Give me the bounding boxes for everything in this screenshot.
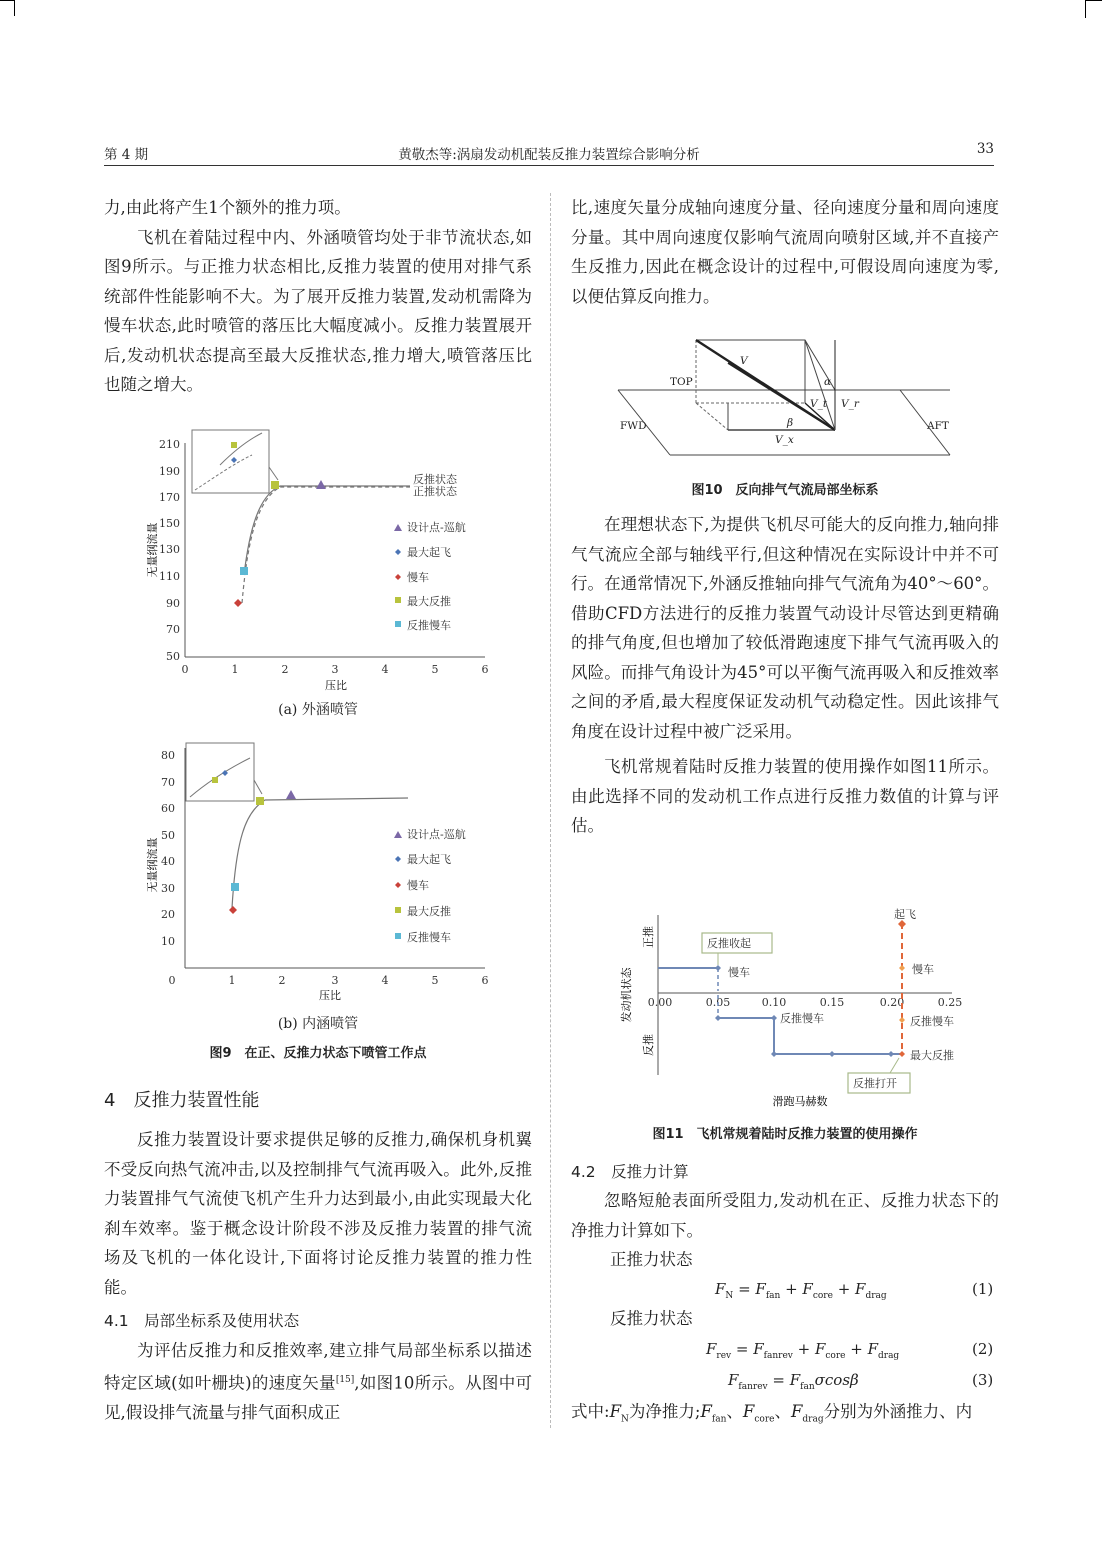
y-tick: 90 (166, 597, 180, 610)
equation-3-number: (3) (972, 1371, 994, 1389)
x-tick: 0.25 (937, 996, 963, 1009)
figure-11-chart (610, 895, 980, 1115)
y-label-reverse: 反推 (642, 1034, 655, 1056)
x-tick: 3 (331, 974, 339, 987)
y-tick: 50 (161, 829, 175, 842)
crop-mark (14, 0, 15, 16)
y-label-forward: 正推 (642, 926, 655, 948)
paragraph: 反推力装置设计要求提供足够的反推力,确保机身机翼不受反向热气流冲击,以及控制排气气流再吸入。此外,反推力装置排气气流使飞机产生升力达到最小,由此实现最大化刹车效率。鉴于概念设计阶段不涉及反推力装置的排气流场及飞机的一体化设计,下面将讨论反推力装置的推力性能。 (104, 1130, 532, 1297)
legend-item: 反推慢车 (407, 931, 451, 944)
y-axis-label: 无量纲流量 (146, 522, 159, 578)
y-tick: 130 (159, 543, 180, 556)
equation-1-number: (1) (972, 1280, 994, 1298)
y-tick: 40 (161, 855, 175, 868)
right-body-2 (571, 510, 999, 841)
paragraph (104, 1336, 532, 1427)
legend (394, 827, 466, 944)
inset-max-reverse-marker (231, 442, 237, 448)
x-tick: 0.15 (819, 996, 845, 1009)
forward-state-label: 正推状态 (413, 485, 457, 498)
x-tick: 0 (168, 974, 176, 987)
legend-item: 设计点-巡航 (407, 521, 466, 534)
figure-9b-subcaption: (b) 内涵喷管 (277, 1016, 359, 1032)
label-stow: 反推收起 (707, 937, 751, 950)
label-takeoff: 起飞 (894, 908, 916, 921)
max-reverse-marker (271, 481, 279, 489)
y-tick: 150 (159, 517, 180, 530)
figure-9b-chart (140, 740, 520, 1020)
idle-marker (234, 599, 242, 607)
legend-item: 反推慢车 (407, 619, 451, 632)
y-tick: 210 (159, 438, 180, 451)
x-tick: 2 (278, 974, 286, 987)
x-tick: 5 (431, 974, 439, 987)
design-cruise-marker (316, 480, 326, 489)
right-column (571, 193, 999, 311)
y-tick: 110 (159, 570, 180, 583)
section-4-1-body (104, 1336, 532, 1427)
x-tick: 0.05 (705, 996, 731, 1009)
y-axis-label: 无量纲流量 (146, 837, 159, 893)
x-tick: 2 (281, 663, 289, 676)
operating-curve (232, 798, 408, 908)
paragraph: 忽略短舱表面所受阻力,发动机在正、反推力状态下的净推力计算如下。 (571, 1191, 999, 1240)
paragraph: 比,速度矢量分成轴向速度分量、径向速度分量和周向速度分量。其中周向速度仅影响气流周向喷射区域,并不直接产生反推力,因此在概念设计的过程中,可假设周向速度为零,以便估算反向推力。 (571, 198, 999, 306)
x-tick: 4 (381, 974, 389, 987)
y-axis-label: 发动机状态 (620, 967, 633, 1023)
legend-item: 最大反推 (407, 905, 451, 918)
paragraph-text: ,如图10所示。从图中可见,假设排气流量与排气面积成正 (104, 1373, 532, 1422)
x-tick: 1 (228, 974, 236, 987)
y-tick: 80 (161, 749, 175, 762)
x-tick: 4 (381, 663, 389, 676)
y-tick: 70 (166, 623, 180, 636)
label-vr: V_r (841, 398, 859, 410)
x-tick: 3 (331, 663, 339, 676)
x-tick: 6 (481, 663, 489, 676)
crop-mark (1085, 0, 1086, 18)
idle-marker (229, 906, 237, 914)
x-tick: 1 (231, 663, 239, 676)
equation-2-number: (2) (972, 1340, 994, 1358)
legend-item: 最大反推 (407, 595, 451, 608)
label-reverse-idle: 反推慢车 (780, 1012, 824, 1025)
equation-definitions: 式中$:F_N$为净推力$;F_{fan}$、$F_{core}$、$F_{drag}$分别为外涵推力、内 (571, 1402, 973, 1425)
y-tick: 30 (161, 882, 175, 895)
forward-thrust-label: 正推力状态 (610, 1250, 693, 1269)
x-tick: 0.10 (761, 996, 787, 1009)
crop-mark (0, 0, 14, 1)
paragraph: 飞机在着陆过程中内、外涵喷管均处于非节流状态,如图9所示。与正推力状态相比,反推力装置的使用对排气系统部件性能影响不大。为了展开反推力装置,发动机需降为慢车状态,此时喷管的落压比大幅度减小。反推力装置展开后,发动机状态提高至最大反推状态,推力增大,喷管落压比也随之增大。 (104, 227, 532, 394)
equation-3: $F_{fanrev} = F_{fan}\sigma\cos\beta$ (728, 1371, 859, 1392)
label-idle: 慢车 (728, 966, 750, 979)
paragraph: 飞机常规着陆时反推力装置的使用操作如图11所示。由此选择不同的发动机工作点进行反推力数值的计算与评估。 (571, 757, 999, 835)
x-tick: 6 (481, 974, 489, 987)
equation-1: $F_N = F_{fan} + F_{core} + F_{drag}$ (715, 1280, 887, 1301)
section-4-2-title: 4.2 反推力计算 (571, 1163, 689, 1181)
equation-2: $F_{rev} = F_{fanrev} + F_{core} + F_{drag}$ (706, 1340, 900, 1361)
reverse-idle-marker (240, 567, 248, 575)
design-cruise-marker (286, 790, 296, 799)
legend-item: 最大起飞 (407, 546, 451, 559)
x-axis-label: 压比 (319, 989, 341, 1002)
x-tick: 5 (431, 663, 439, 676)
section-4-1-title: 4.1 局部坐标系及使用状态 (104, 1312, 300, 1330)
reverse-thrust-label: 反推力状态 (610, 1309, 693, 1328)
citation-ref: [15] (335, 1374, 355, 1385)
figure-9-caption: 图9 在正、反推力状态下喷管工作点 (209, 1046, 427, 1061)
forward-curve (244, 486, 410, 575)
label-vt: V_t (810, 398, 828, 410)
x-tick: 0.20 (879, 996, 905, 1009)
legend-item: 慢车 (407, 571, 429, 584)
legend-item: 慢车 (407, 879, 429, 892)
legend-item: 设计点-巡航 (407, 828, 466, 841)
y-tick: 70 (161, 776, 175, 789)
issue-number: 第 4 期 (104, 147, 149, 163)
inset-max-reverse-marker (212, 777, 218, 783)
reverse-state-label: 反推状态 (413, 473, 457, 486)
figure-10-caption: 图10 反向排气气流局部坐标系 (691, 483, 879, 498)
figure-9a-chart (140, 425, 520, 725)
reverse-idle-marker (231, 883, 239, 891)
x-tick: 0 (181, 663, 189, 676)
label-deploy: 反推打开 (853, 1077, 897, 1090)
y-tick: 50 (166, 650, 180, 663)
label-beta: β (787, 417, 794, 429)
paragraph-text: 为评估反推力和反推效率,建立排气局部坐标系以描述特定区域(如叶栅块)的速度矢量 (104, 1341, 532, 1392)
label-fwd: FWD (620, 420, 647, 432)
label-vx: V_x (775, 434, 794, 446)
page-number: 33 (976, 141, 994, 157)
label-alpha: α (824, 376, 832, 388)
y-tick: 60 (161, 802, 175, 815)
running-title: 黄敬杰等:涡扇发动机配装反推力装置综合影响分析 (398, 147, 700, 163)
x-tick: 0.00 (647, 996, 673, 1009)
legend (394, 520, 466, 632)
label-idle: 慢车 (912, 963, 934, 976)
section-4-body (104, 1125, 532, 1302)
figure-9a-subcaption: (a) 外涵喷管 (278, 702, 358, 718)
figure-10-diagram (610, 335, 960, 465)
y-tick: 10 (161, 935, 175, 948)
inset-box (192, 430, 269, 493)
y-tick: 20 (161, 908, 175, 921)
label-top: TOP (670, 376, 693, 388)
reverse-curve (242, 487, 410, 603)
label-v: V (740, 355, 748, 367)
left-column (104, 193, 532, 400)
paragraph: 力,由此将产生1个额外的推力项。 (104, 198, 351, 217)
x-axis-label: 压比 (325, 679, 347, 692)
crop-mark (1085, 0, 1102, 1)
y-tick: 170 (159, 491, 180, 504)
y-tick: 190 (159, 465, 180, 478)
label-reverse-idle: 反推慢车 (910, 1015, 954, 1028)
running-header (104, 141, 994, 166)
label-max-reverse: 最大反推 (910, 1049, 954, 1062)
figure-11-caption: 图11 飞机常规着陆时反推力装置的使用操作 (652, 1127, 918, 1142)
section-4-2-body (571, 1186, 999, 1245)
label-aft: AFT (927, 420, 949, 432)
legend-item: 最大起飞 (407, 853, 451, 866)
section-4-title: 4 反推力装置性能 (104, 1090, 260, 1111)
paragraph: 在理想状态下,为提供飞机尽可能大的反向推力,轴向排气气流应全部与轴线平行,但这种情况在实际设计中并不可行。在通常情况下,外涵反推轴向排气气流角为40°～60°。借助CFD方法进行的反推力装置气动设计尽管达到更精确的排气角度,但也增加了较低滑跑速度下排气气流再吸入的风险。而排气角设计为45°可以平衡气流再吸入和反推效率之间的矛盾,最大程度保证发动机气动稳定性。因此该排气角度在设计过程中被广泛采用。 (571, 515, 999, 741)
x-axis-label: 滑跑马赫数 (772, 1095, 828, 1108)
column-divider (550, 193, 551, 1428)
max-reverse-marker (256, 797, 264, 805)
